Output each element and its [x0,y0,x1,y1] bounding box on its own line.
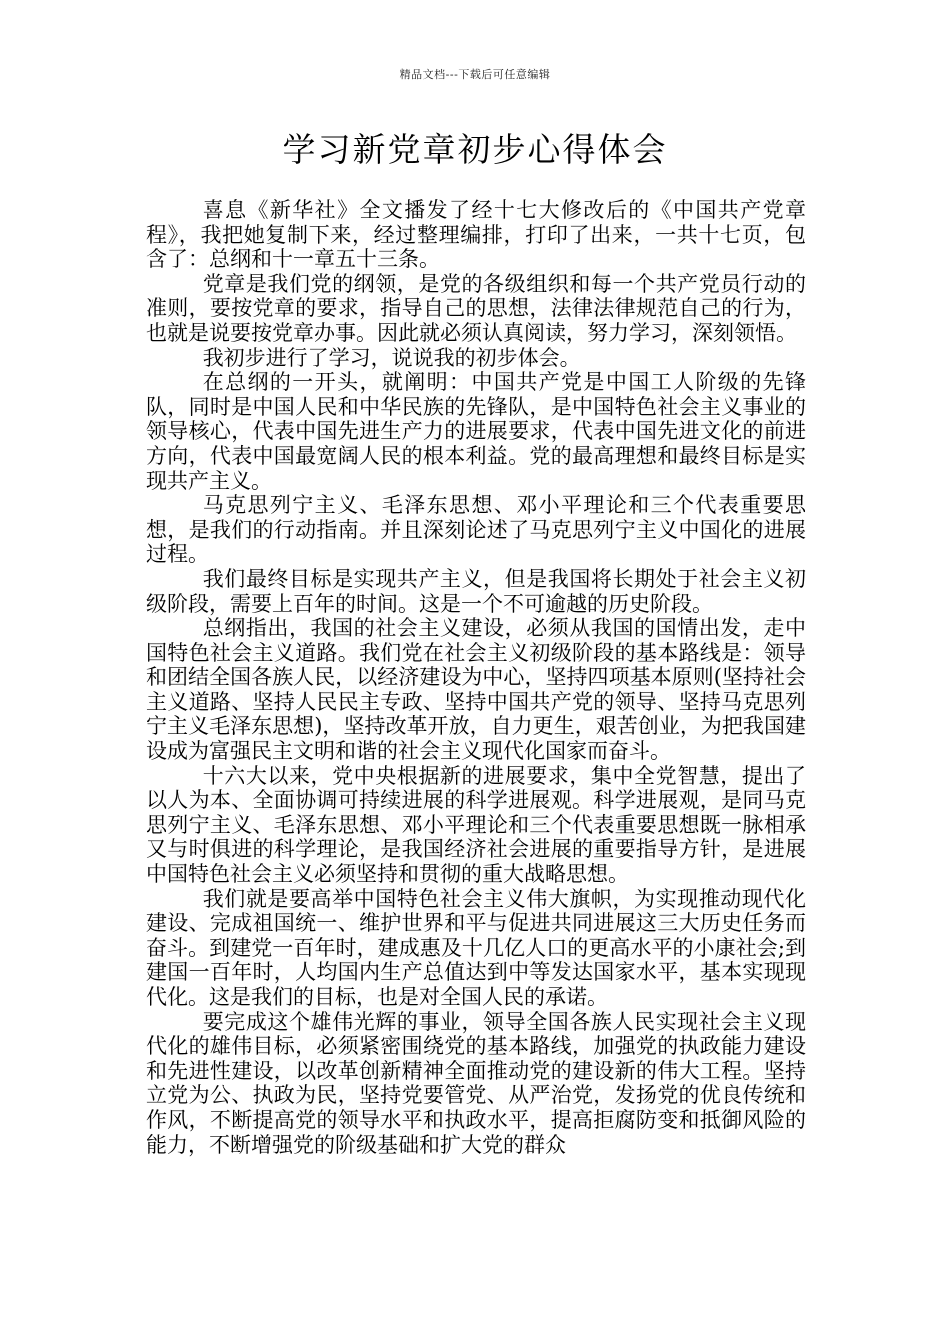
paragraph: 马克思列宁主义、毛泽东思想、邓小平理论和三个代表重要思想，是我们的行动指南。并且深刻论述了马克思列宁主义中国化的进展过程。 [146,493,806,567]
header-note: 精品文档---下载后可任意编辑 [399,68,551,81]
paragraph: 党章是我们党的纲领，是党的各级组织和每一个共产党员行动的准则，要按党章的要求，指导自己的思想，法律法律规范自己的行为，也就是说要按党章办事。因此就必须认真阅读，努力学习，深刻领悟。 [146,271,806,345]
paragraph: 在总纲的一开头，就阐明：中国共产党是中国工人阶级的先锋队，同时是中国人民和中华民族的先锋队，是中国特色社会主义事业的领导核心，代表中国先进生产力的进展要求，代表中国先进文化的前进方向，代表中国最宽阔人民的根本利益。党的最高理想和最终目标是实现共产主义。 [146,370,806,493]
paragraph: 我初步进行了学习，说说我的初步体会。 [202,345,581,370]
document-title: 学习新党章初步心得体会 [282,130,668,169]
paragraph: 我们就是要高举中国特色社会主义伟大旗帜，为实现推动现代化建设、完成祖国统一、维护世界和平与促进共同进展这三大历史任务而奋斗。到建党一百年时，建成惠及十几亿人口的更高水平的小康社会;到建国一百年时，人均国内生产总值达到中等发达国家水平，基本实现现代化。这是我们的目标，也是对全国人民的承诺。 [146,886,806,1009]
paragraph: 我们最终目标是实现共产主义，但是我国将长期处于社会主义初级阶段，需要上百年的时间。这是一个不可逾越的历史阶段。 [146,566,806,616]
paragraph: 十六大以来，党中央根据新的进展要求，集中全党智慧，提出了以人为本、全面协调可持续进展的科学进展观。科学进展观，是同马克思列宁主义、毛泽东思想、邓小平理论和三个代表重要思想既一脉相承又与时俱进的科学理论，是我国经济社会进展的重要指导方针，是进展中国特色社会主义必须坚持和贯彻的重大战略思想。 [146,763,806,887]
document-body [146,198,806,1157]
paragraph: 要完成这个雄伟光辉的事业，领导全国各族人民实现社会主义现代化的雄伟目标，必须紧密围绕党的基本路线，加强党的执政能力建设和先进性建设，以改革创新精神全面推动党的建设新的伟大工程。坚持立党为公、执政为民，坚持党要管党、从严治党，发扬党的优良传统和作风，不断提高党的领导水平和执政水平，提高拒腐防变和抵御风险的能力，不断增强党的阶级基础和扩大党的群众 [146,1009,806,1157]
paragraph: 喜息《新华社》全文播发了经十七大修改后的《中国共产党章程》，我把她复制下来，经过整理编排，打印了出来，一共十七页，包含了：总纲和十一章五十三条。 [146,198,806,272]
paragraph: 总纲指出，我国的社会主义建设，必须从我国的国情出发，走中国特色社会主义道路。我们党在社会主义初级阶段的基本路线是：领导和团结全国各族人民，以经济建设为中心，坚持四项基本原则(坚持社会主义道路、坚持人民民主专政、坚持中国共产党的领导、坚持马克思列宁主义毛泽东思想)，坚持改革开放，自力更生，艰苦创业，为把我国建设成为富强民主文明和谐的社会主义现代化国家而奋斗。 [146,616,806,764]
